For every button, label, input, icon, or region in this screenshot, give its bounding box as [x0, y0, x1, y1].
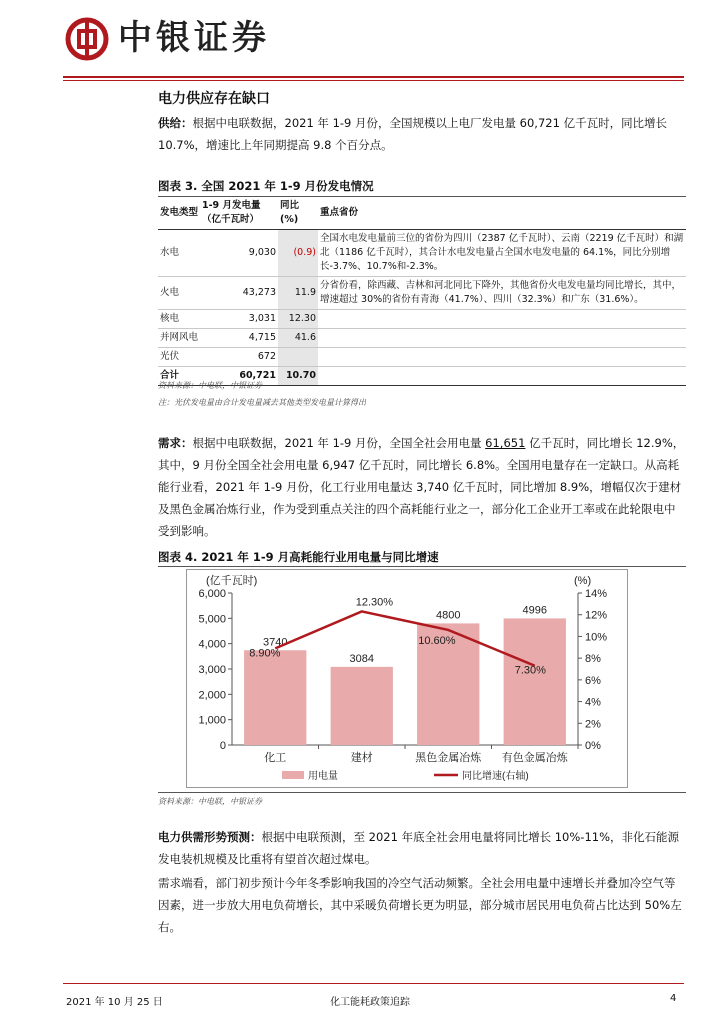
- chart-top-rule: [158, 566, 686, 567]
- y-tick-label-left: 5,000: [198, 613, 226, 626]
- demand-paragraph: [158, 432, 686, 542]
- cell-type: 核电: [158, 310, 200, 329]
- supply-text: 根据中电联数据，2021 年 1-9 月份，全国规模以上电厂发电量 60,721 亿千瓦时，同比增长 10.7%，增速比上年同期提高 9.8 个百分点。: [158, 116, 668, 152]
- y-tick-label-right: 6%: [585, 674, 601, 687]
- cell-yoy: 12.30: [278, 310, 318, 329]
- legend-line-label: 同比增速(右轴): [462, 771, 529, 782]
- y-axis-label-left: (亿千瓦时): [206, 575, 258, 587]
- cell-note: [318, 329, 686, 348]
- line-value-label: 10.60%: [418, 634, 456, 647]
- cell-yoy: 41.6: [278, 329, 318, 348]
- y-tick-label-right: 12%: [585, 609, 608, 622]
- cell-yoy: [278, 348, 318, 367]
- y-tick-label-right: 4%: [585, 696, 601, 709]
- table-title: 图表 3. 全国 2021 年 1-9 月份发电情况: [158, 179, 374, 193]
- x-tick-label: 建材: [350, 752, 373, 764]
- y-axis-label-right: (%): [574, 575, 592, 587]
- cell-note: [318, 348, 686, 367]
- line-value-label: 12.30%: [355, 596, 394, 609]
- supply-paragraph: [158, 112, 686, 156]
- legend-bar-swatch: [282, 771, 304, 779]
- footer-divider: [63, 983, 684, 984]
- y-tick-label-left: 2,000: [198, 689, 226, 702]
- y-tick-label-left: 3,000: [198, 664, 226, 676]
- supply-label: 供给：: [158, 116, 193, 130]
- cell-note: 分省份看，除西藏、吉林和河北同比下降外，其他省份火电发电量均同比增长，其中，增速超过 30%的省份有青海（41.7%）、四川（32.3%）和广东（31.6%）。: [318, 277, 686, 310]
- col-type: 发电类型: [158, 197, 200, 230]
- table-source: 资料来源：中电联，中银证券: [158, 381, 262, 390]
- cell-amount: 9,030: [200, 230, 278, 277]
- table-note: 注：光伏发电量由合计发电量减去其他类型发电量计算得出: [158, 398, 366, 407]
- col-amount: 1-9 月发电量（亿千瓦时）: [200, 197, 278, 230]
- cell-note: 全国水电发电量前三位的省份为四川（2387 亿千瓦时）、云南（2219 亿千瓦时）和湖北（1186 亿千瓦时），其合计水电发电量占全国水电发电量的 64.1%，同比分别增长-3.7%、10.7%和-2.3%。: [318, 230, 686, 277]
- forecast-paragraph: [158, 826, 686, 870]
- header-divider: [63, 76, 684, 78]
- cell-type: 火电: [158, 277, 200, 310]
- x-tick-label: 有色金属冶炼: [501, 752, 568, 764]
- line-value-label: 7.30%: [514, 664, 546, 677]
- cell-amount: 672: [200, 348, 278, 367]
- bar: [244, 650, 306, 745]
- bar: [331, 667, 393, 745]
- demand-text-1: 根据中电联数据，2021 年 1-9 月份，全国全社会用电量: [192, 436, 486, 450]
- forecast-text: 根据中电联预测，至 2021 年底全社会用电量将同比增长 10%-11%，非化石能源发电装机规模及比重将有望首次超过煤电。: [158, 830, 680, 866]
- section-title: 电力供应存在缺口: [158, 91, 270, 107]
- cell-yoy: 10.70: [278, 367, 318, 386]
- bar-value-label: 4996: [522, 604, 547, 617]
- forecast-label: 电力供需形势预测：: [158, 830, 262, 844]
- chart-title: 图表 4. 2021 年 1-9 月高耗能行业用电量与同比增速: [158, 550, 439, 564]
- cell-type: 水电: [158, 230, 200, 277]
- demand-highlight: 61,651: [485, 436, 526, 450]
- footer-date: 2021 年 10 月 25 日: [66, 997, 163, 1008]
- table-row: [158, 329, 686, 348]
- cell-type: 光伏: [158, 348, 200, 367]
- legend-bar-label: 用电量: [308, 771, 338, 782]
- y-tick-label-right: 8%: [585, 653, 601, 666]
- bar-value-label: 4800: [436, 609, 461, 622]
- y-tick-label-right: 2%: [585, 718, 601, 731]
- brand-name: 中银证券: [118, 18, 270, 58]
- cell-yoy: (0.9): [278, 230, 318, 277]
- col-note: 重点省份: [318, 197, 686, 230]
- line-value-label: 8.90%: [249, 647, 281, 660]
- growth-line: [275, 611, 535, 665]
- chart-source: 资料来源：中电联，中银证券: [158, 797, 262, 806]
- footer-title: 化工能耗政策追踪: [330, 997, 410, 1008]
- cell-type: 合计: [158, 367, 200, 386]
- x-tick-label: 化工: [264, 752, 287, 764]
- bar: [504, 618, 566, 745]
- header-divider-thin: [63, 80, 684, 81]
- y-tick-label-right: 0%: [585, 740, 601, 752]
- y-tick-label-left: 4,000: [198, 638, 226, 651]
- generation-table: [158, 197, 686, 386]
- bar-value-label: 3740: [263, 636, 288, 649]
- cell-amount: 4,715: [200, 329, 278, 348]
- cell-note: [318, 310, 686, 329]
- chart-bottom-rule: [158, 792, 686, 793]
- bar-value-label: 3084: [349, 652, 374, 665]
- table-header-row: [158, 197, 686, 230]
- outlook-paragraph: 需求端看，部门初步预计今年冬季影响我国的冷空气活动频繁。全社会用电量中速增长并叠加冷空气等因素，进一步放大用电负荷增长，其中采暖负荷增长更为明显，部分城市居民用电负荷占比达到 50%左右。: [158, 876, 682, 934]
- page-number: 4: [670, 993, 677, 1004]
- cell-yoy: 11.9: [278, 277, 318, 310]
- x-tick-label: 黑色金属冶炼: [415, 752, 482, 764]
- y-tick-label-right: 14%: [585, 588, 608, 600]
- cell-amount: 3,031: [200, 310, 278, 329]
- cell-type: 并网风电: [158, 329, 200, 348]
- y-tick-label-right: 10%: [585, 631, 608, 644]
- table-row: [158, 277, 686, 310]
- y-tick-label-left: 1,000: [198, 714, 226, 727]
- brand-logo-icon: [65, 17, 109, 65]
- col-yoy: 同比 (%): [278, 197, 318, 230]
- y-tick-label-left: 0: [219, 740, 226, 752]
- demand-text-2: 亿千瓦时，同比增长 12.9%，其中，9 月份全国全社会用电量 6,947 亿千瓦时，同比增长 6.8%。全国用电量存在一定缺口。从高耗能行业看，2021 年 1-9 月份，化工行业用电量达 3,740 亿千瓦时，同比增加 8.9%，增幅仅次于建材及黑色金属冶炼行业，作为受到重点关注的四个高耗能行业之一，部分化工企业开工率或在此轮限电中受到影响。: [158, 436, 685, 538]
- table-row: [158, 230, 686, 277]
- cell-amount: 43,273: [200, 277, 278, 310]
- demand-label: 需求：: [158, 436, 193, 450]
- table-row: [158, 310, 686, 329]
- power-consumption-chart: [186, 569, 626, 786]
- cell-amount: 60,721: [200, 367, 278, 386]
- y-tick-label-left: 6,000: [198, 588, 226, 600]
- table-row: [158, 348, 686, 367]
